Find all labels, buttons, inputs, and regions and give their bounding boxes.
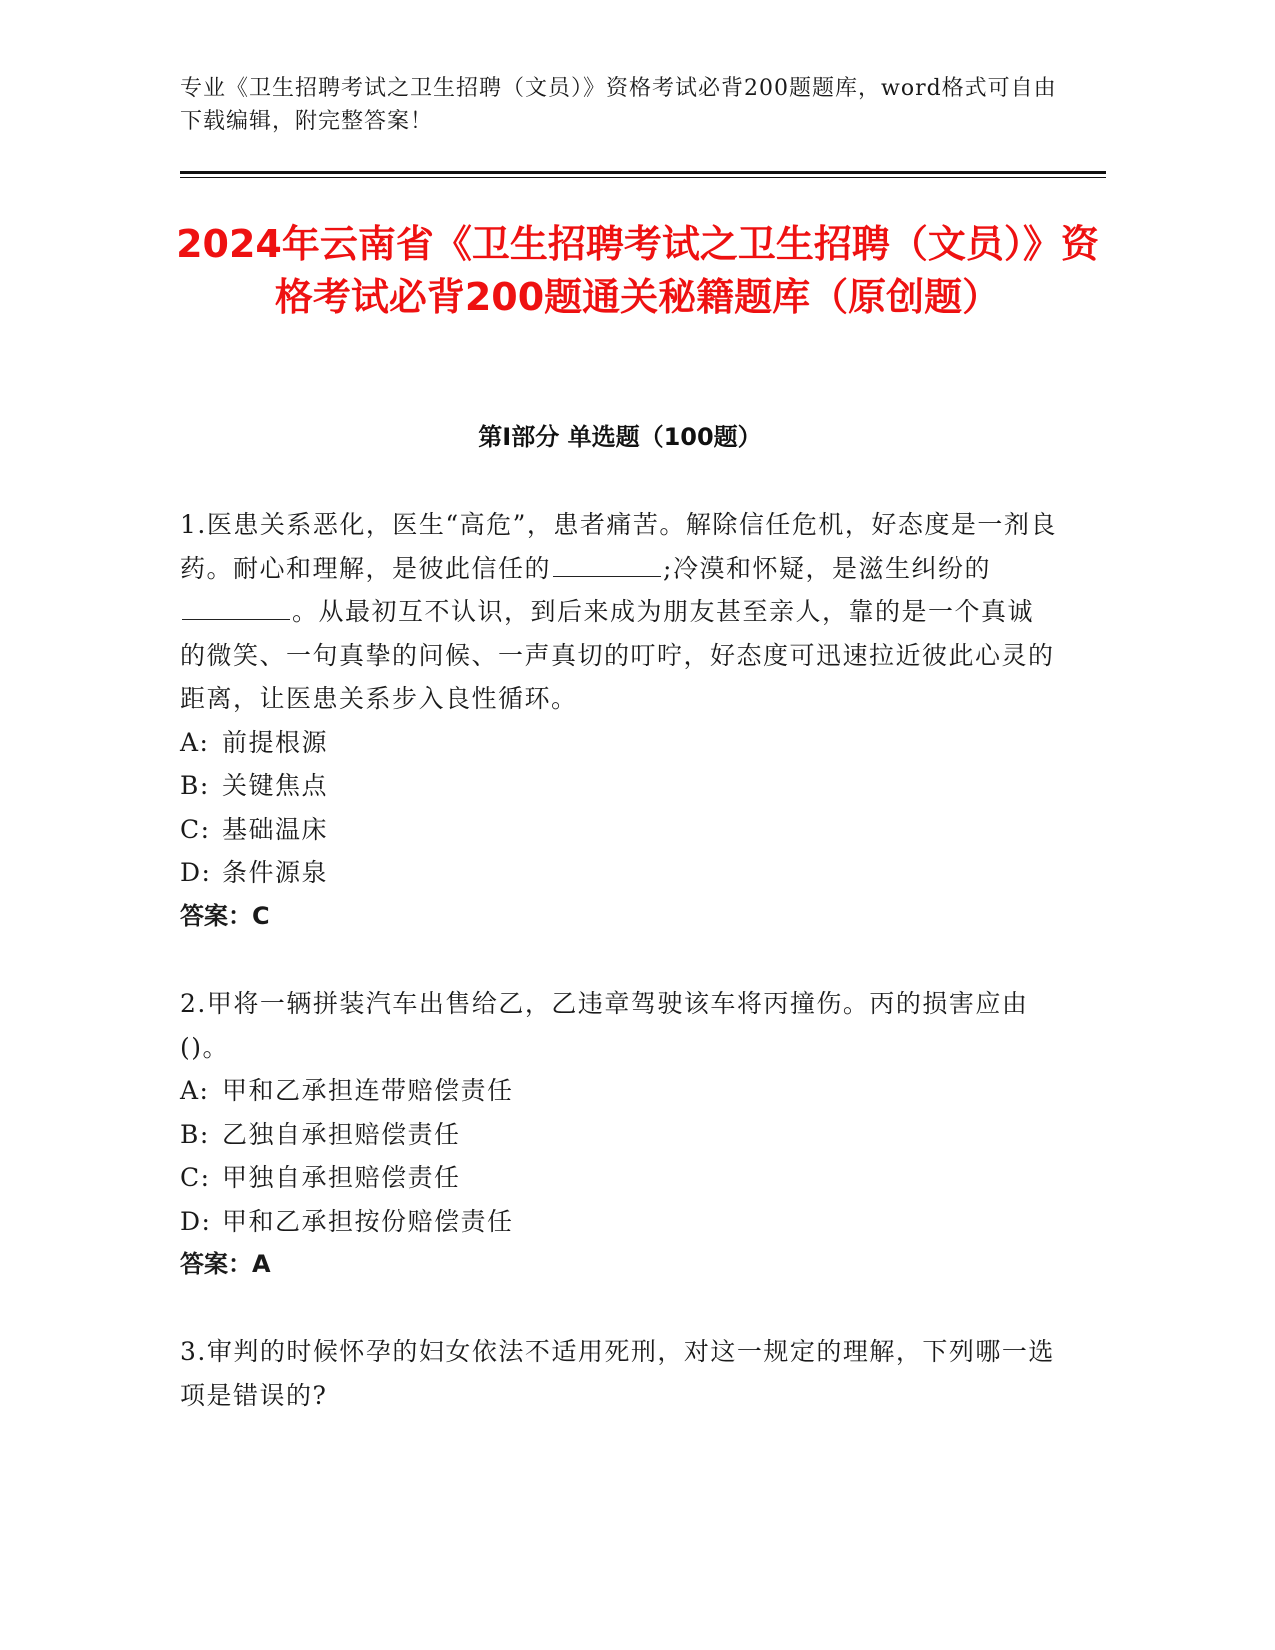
option-b [180,764,1060,808]
answer-blank [553,552,661,577]
option-b [180,1113,1060,1157]
document-title: 2024年云南省《卫生招聘考试之卫生招聘（文员）》资格考试必背200题通关秘籍题库（原创题） [176,222,1099,319]
header-divider [180,171,1106,174]
option-key: A: [180,727,210,757]
option-text: 甲和乙承担按份赔偿责任 [222,1206,514,1236]
option-text: 关键焦点 [222,771,329,800]
option-text: 甲和乙承担连带赔偿责任 [222,1076,514,1105]
option-key: D: [180,1206,212,1236]
question-3 [180,1330,1060,1417]
option-key: B: [180,771,210,800]
question-1 [180,503,1060,938]
answer-line: 答案：C [180,901,270,930]
option-text: 基础温床 [222,814,329,844]
option-text: 乙独自承担赔偿责任 [222,1119,461,1149]
answer-line: 答案：A [180,1250,271,1278]
option-key: B: [180,1119,210,1149]
option-key: D: [180,858,212,887]
option-a [180,721,1060,765]
header-divider-thin [180,177,1106,178]
option-key: C: [180,814,211,844]
question-stem: 3.审判的时候怀孕的妇女依法不适用死刑，对这一规定的理解，下列哪一选项是错误的? [180,1337,1055,1410]
question-stem-part: 。从最初互不认识，到后来成为朋友甚至亲人，靠的是一个真诚的微笑、一句真挚的问候、一声真切的叮咛，好态度可迅速拉近彼此心灵的距离，让医患关系步入良性循环。 [180,597,1055,713]
header-note: 专业《卫生招聘考试之卫生招聘（文员）》资格考试必背200题题库，word格式可自由下载编辑，附完整答案！ [180,76,1057,134]
option-c [180,808,1060,852]
option-c [180,1156,1060,1200]
option-key: C: [180,1163,211,1192]
option-text: 条件源泉 [222,858,329,887]
answer-blank [182,595,290,620]
question-stem [180,503,1060,721]
option-a [180,1069,1060,1113]
question-stem-part: 1.医患关系恶化，医生“高危”，患者痛苦。解除信任危机，好态度是一剂良药。耐心和理解，是彼此信任的 [180,510,1057,583]
option-text: 甲独自承担赔偿责任 [222,1163,461,1192]
option-d [180,851,1060,895]
option-key: A: [180,1076,210,1105]
option-text: 前提根源 [222,727,329,757]
section-heading: 第Ⅰ部分 单选题（100题） [478,423,762,451]
question-stem: 2.甲将一辆拼装汽车出售给乙，乙违章驾驶该车将丙撞伤。丙的损害应由()。 [180,989,1029,1062]
question-2 [180,982,1060,1287]
option-d [180,1200,1060,1244]
question-stem-part: ;冷漠和怀疑，是滋生纠纷的 [663,553,991,583]
